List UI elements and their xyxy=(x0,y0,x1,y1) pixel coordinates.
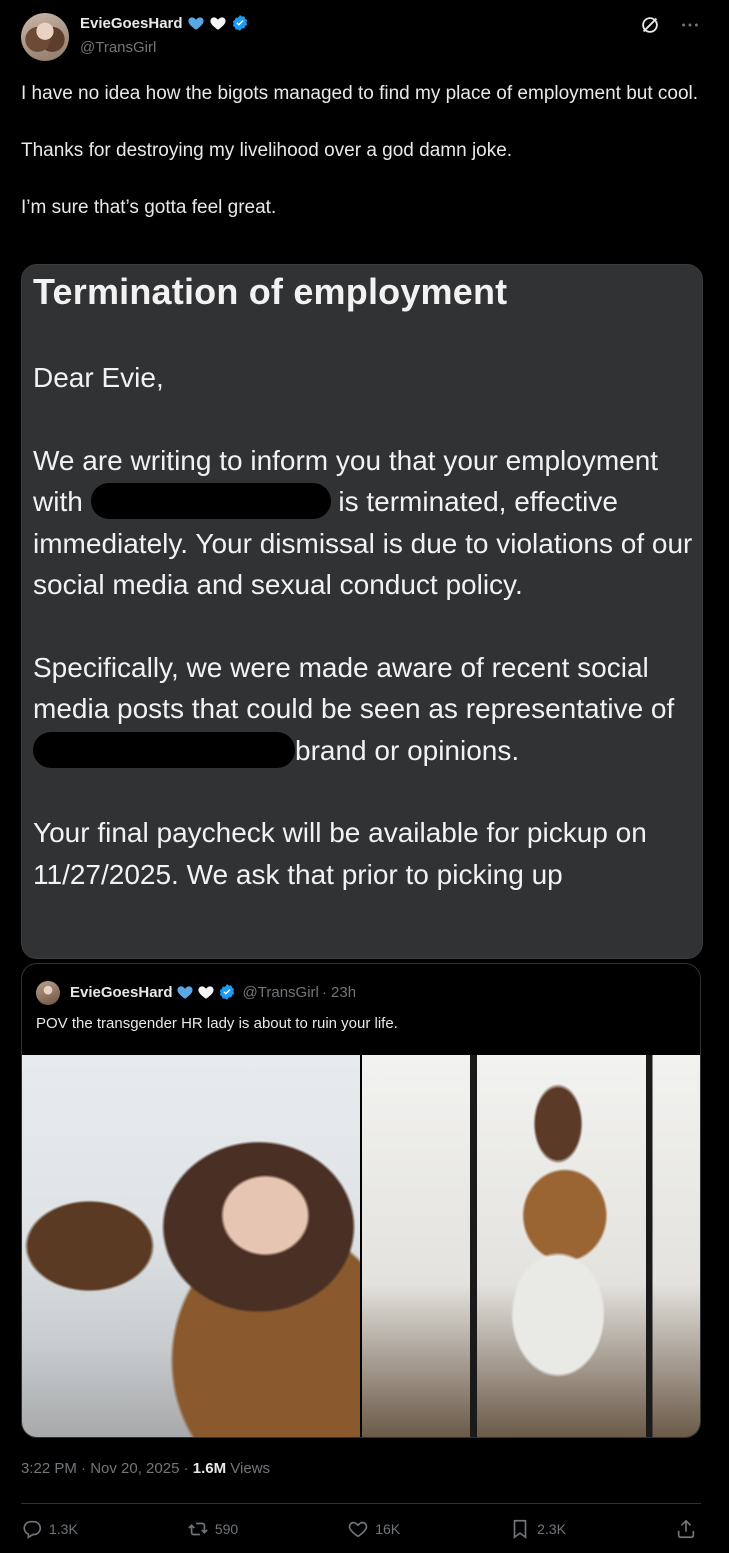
tweet-paragraph: Thanks for destroying my livelihood over a god damn joke. xyxy=(21,140,513,161)
views-count: 1.6M xyxy=(192,1460,227,1477)
tweet-timestamp[interactable]: 3:22 PM · Nov 20, 2025 · xyxy=(21,1460,189,1477)
white-heart-icon xyxy=(197,983,215,1001)
redaction-bar xyxy=(91,483,331,519)
grok-icon[interactable] xyxy=(639,14,661,36)
letter-text: We are writing to inform you that your employment with xyxy=(33,444,659,517)
repost-icon xyxy=(187,1518,209,1540)
photo-selfie[interactable] xyxy=(22,1055,360,1437)
letter-text: is terminated, effective immediately. Your dismissal is due to violations of our social media and sexual conduct policy. xyxy=(33,486,693,600)
author-avatar[interactable] xyxy=(21,13,69,61)
verified-icon xyxy=(231,14,249,32)
more-icon[interactable] xyxy=(679,14,701,36)
author-name-row xyxy=(80,14,249,32)
share-icon xyxy=(675,1518,697,1540)
views-label: Views xyxy=(230,1460,271,1477)
quoted-time: · 23h xyxy=(321,983,357,1001)
top-actions xyxy=(639,14,701,36)
attached-image-termination-letter[interactable] xyxy=(21,264,703,959)
quoted-handle: @TransGirl xyxy=(242,983,319,1001)
author-display-name[interactable]: EvieGoesHard xyxy=(80,14,183,32)
bookmark-button[interactable] xyxy=(509,1518,566,1540)
repost-button[interactable] xyxy=(187,1518,238,1540)
blue-heart-icon xyxy=(176,983,194,1001)
share-button[interactable] xyxy=(675,1518,697,1540)
letter-paragraph xyxy=(33,440,693,606)
repost-count: 590 xyxy=(214,1521,239,1537)
reply-button[interactable] xyxy=(21,1518,78,1540)
quoted-avatar xyxy=(36,981,60,1005)
tweet-paragraph: I have no idea how the bigots managed to find my place of employment but cool. xyxy=(21,83,699,104)
tweet-meta xyxy=(21,1460,270,1477)
heart-icon xyxy=(347,1518,369,1540)
reply-count: 1.3K xyxy=(49,1521,78,1537)
quoted-text: POV the transgender HR lady is about to ruin your life. xyxy=(36,1015,398,1032)
like-button[interactable] xyxy=(347,1518,400,1540)
bookmark-icon xyxy=(509,1518,531,1540)
redaction-bar xyxy=(33,732,295,768)
letter-paragraph xyxy=(33,647,693,772)
letter-paragraph: Your final paycheck will be available for pickup on 11/27/2025. We ask that prior to picking up xyxy=(33,817,647,890)
tweet-text xyxy=(21,80,711,222)
quoted-photos xyxy=(22,1055,700,1437)
blue-heart-icon xyxy=(187,14,205,32)
author-handle[interactable]: @TransGirl xyxy=(80,39,157,56)
white-heart-icon xyxy=(209,14,227,32)
letter-text: Specifically, we were made aware of recent social media posts that could be seen as representative of xyxy=(33,651,675,724)
letter-text: brand or opinions. xyxy=(295,734,520,766)
divider xyxy=(21,1503,701,1504)
like-count: 16K xyxy=(375,1521,401,1537)
quoted-display-name: EvieGoesHard xyxy=(70,983,173,1001)
letter-greeting: Dear Evie, xyxy=(33,362,164,393)
action-bar xyxy=(21,1518,697,1540)
letter-body xyxy=(33,357,693,936)
letter-title: Termination of employment xyxy=(33,271,508,312)
bookmark-count: 2.3K xyxy=(537,1521,566,1537)
quoted-tweet[interactable] xyxy=(21,963,701,1438)
quoted-header xyxy=(70,983,356,1001)
verified-icon xyxy=(218,983,236,1001)
reply-icon xyxy=(21,1518,43,1540)
tweet-paragraph: I’m sure that’s gotta feel great. xyxy=(21,197,277,218)
photo-mirror[interactable] xyxy=(362,1055,700,1437)
